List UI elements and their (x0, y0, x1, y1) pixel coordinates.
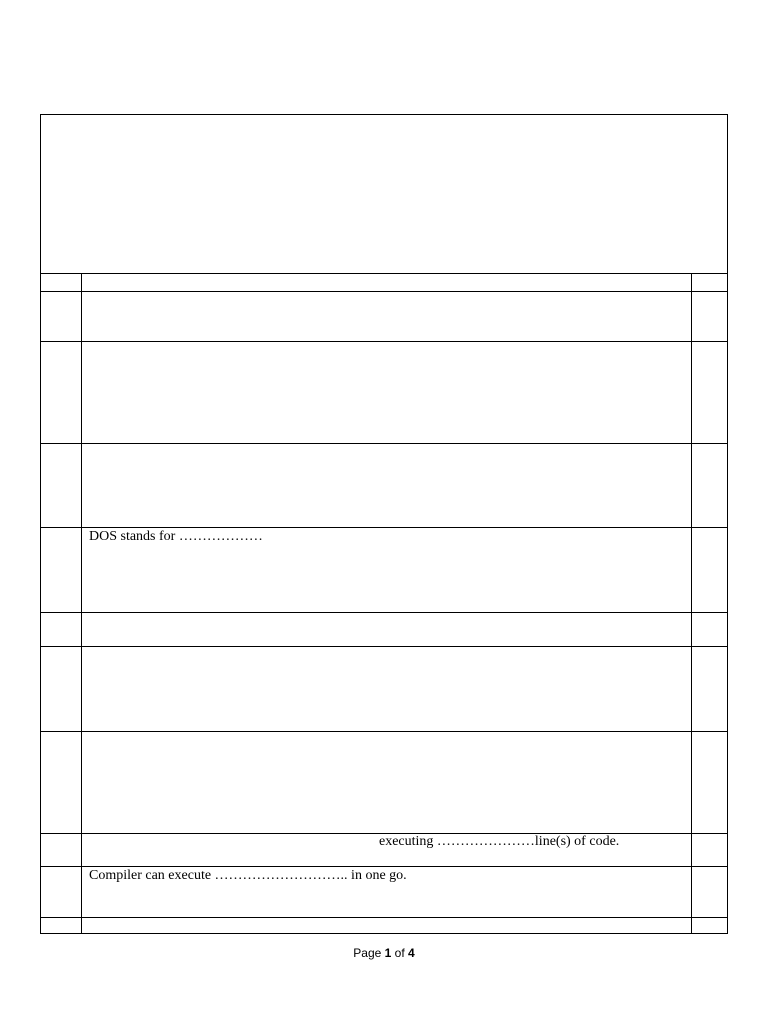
row-divider (41, 866, 727, 867)
row-divider (41, 527, 727, 528)
row-divider (41, 612, 727, 613)
row-divider (41, 291, 727, 292)
page-footer (0, 946, 768, 960)
column-divider (691, 273, 692, 934)
question-compiler: Compiler can execute ……………………….. in one go. (89, 868, 407, 883)
page-total: 4 (408, 946, 415, 960)
column-divider (81, 273, 82, 934)
row-divider (41, 731, 727, 732)
question-table (40, 114, 728, 934)
row-divider (41, 646, 727, 647)
page-label: Page (353, 946, 382, 960)
page-of-label: of (394, 946, 405, 960)
page-current: 1 (384, 946, 392, 960)
row-divider (41, 341, 727, 342)
question-dos: DOS stands for ……………… (89, 529, 263, 544)
question-executing-lines: executing …………………line(s) of code. (379, 834, 620, 849)
row-divider (41, 917, 727, 918)
row-divider (41, 273, 727, 274)
row-divider (41, 443, 727, 444)
